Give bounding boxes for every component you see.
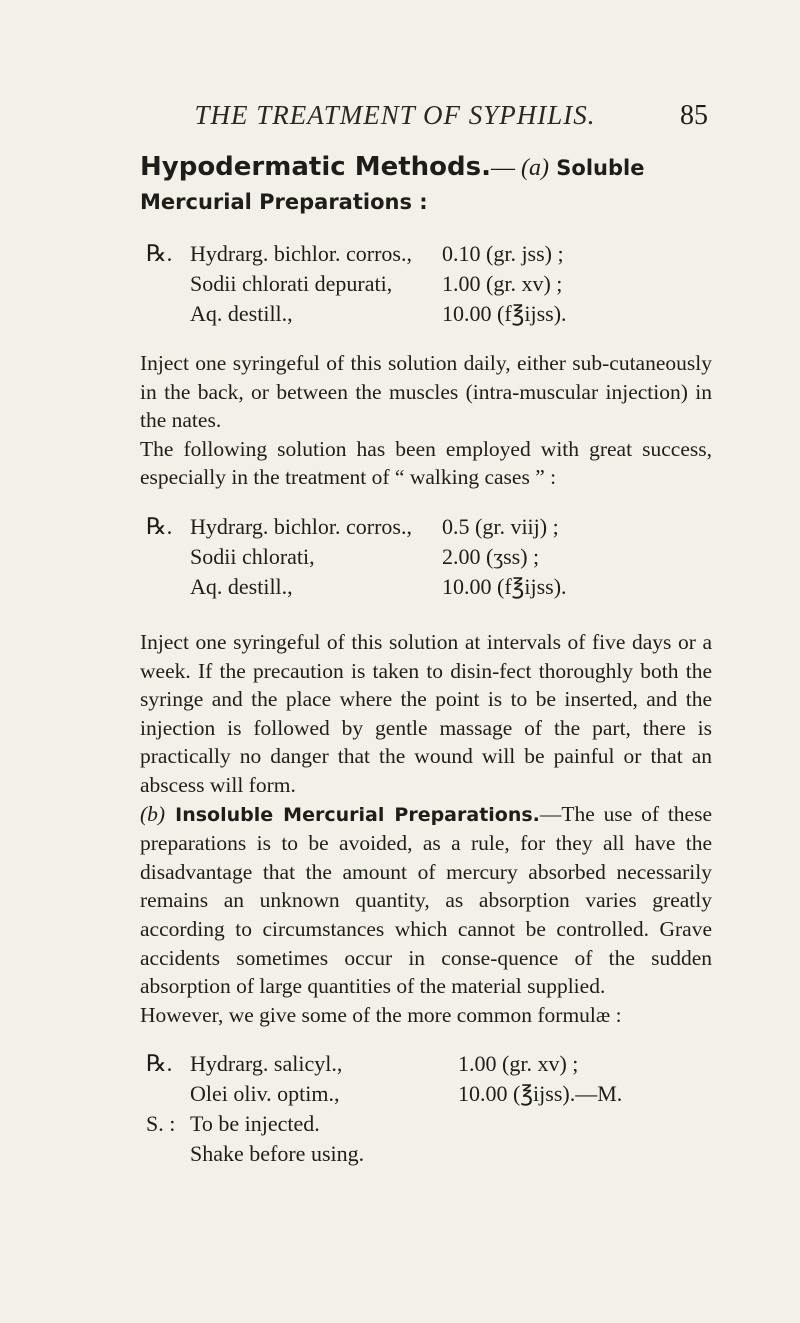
ingredient-name: Aq. destill., [190, 301, 293, 326]
rx-line [146, 512, 712, 542]
rx-line [146, 1049, 712, 1079]
rx-line [146, 542, 712, 572]
ingredient-amount: 10.00 (f℥ijss). [442, 573, 567, 599]
heading-dash: — [490, 155, 521, 181]
page-number: 85 [680, 100, 708, 131]
running-title: THE TREATMENT OF SYPHILIS. [194, 100, 596, 130]
signature-line [146, 1139, 712, 1169]
signature-instruction: Shake before using. [190, 1141, 365, 1167]
ingredient-name: Olei oliv. optim., [190, 1081, 340, 1107]
signature-instruction: To be injected. [190, 1111, 320, 1137]
prescription-1 [146, 239, 712, 329]
section-heading [140, 150, 712, 219]
ingredient-amount: 2.00 (ʒss) ; [442, 543, 540, 569]
rx-line [146, 239, 712, 269]
ingredient-name: Aq. destill., [190, 573, 293, 599]
ingredient-name: Hydrarg. bichlor. corros., [190, 513, 412, 539]
paragraph-intervals: Inject one syringeful of this solution at intervals of five days or a week. If the precaution is taken to disin-fect thoroughly both the syringe and the place where the point is to be inserted, and the injection is followed by gentle massage of the part, there is practically no danger that the wound will be painful or that an abscess will form. [140, 629, 712, 797]
paragraph-following-solution: The following solution has been employed with great success, especially in the treatment of “ walking cases ” : [140, 436, 712, 490]
rx-line [146, 299, 712, 329]
ingredient-amount: 10.00 (f℥ijss). [442, 301, 567, 326]
prescription-2 [146, 512, 712, 602]
heading-sub: Soluble Mercurial Preparations : [140, 156, 645, 214]
insoluble-heading: Insoluble Mercurial Preparations. [165, 803, 540, 826]
page-body [140, 150, 712, 1169]
ingredient-name: Sodii chlorati depurati, [190, 271, 393, 296]
ingredient-name: Hydrarg. bichlor. corros., [190, 241, 412, 266]
ingredient-amount: 1.00 (gr. xv) ; [442, 271, 563, 296]
paragraph-inject-daily: Inject one syringeful of this solution daily, either sub-cutaneously in the back, or between the muscles (intra-muscular injection) in the nates. [140, 351, 712, 433]
ingredient-name: Hydrarg. salicyl., [190, 1051, 343, 1077]
ingredient-amount: 0.5 (gr. viij) ; [442, 513, 559, 539]
paragraph-insoluble [140, 800, 712, 1001]
insoluble-text: —The use of these preparations is to be avoided, as a rule, for they all have the disadvantage that the amount of mercury absorbed necessarily remains an unknown quantity, as absorption varies greatly according to circumstances which cannot be controlled. Grave accidents sometimes occur in conse-quence of the sudden absorption of large quantities of the material supplied. [140, 801, 712, 999]
ingredient-name: Sodii chlorati, [190, 543, 315, 569]
prescription-3 [146, 1049, 712, 1169]
heading-main: Hypodermatic Methods. [140, 152, 491, 182]
signature-label: S. : [146, 1111, 176, 1137]
rx-symbol: ℞. [146, 241, 173, 266]
signature-line [146, 1109, 712, 1139]
ingredient-amount: 10.00 (℥ijss).—M. [458, 1081, 623, 1107]
rx-line [146, 269, 712, 299]
ingredient-amount: 1.00 (gr. xv) ; [458, 1051, 579, 1077]
rx-symbol: ℞. [146, 1051, 173, 1077]
heading-label: (a) [520, 155, 549, 181]
rx-symbol: ℞. [146, 513, 173, 539]
rx-line [146, 572, 712, 602]
ingredient-amount: 0.10 (gr. jss) ; [442, 241, 564, 266]
rx-line [146, 1079, 712, 1109]
insoluble-label: (b) [140, 801, 166, 826]
page-header [0, 100, 800, 140]
paragraph-however: However, we give some of the more common formulæ : [140, 1002, 622, 1027]
